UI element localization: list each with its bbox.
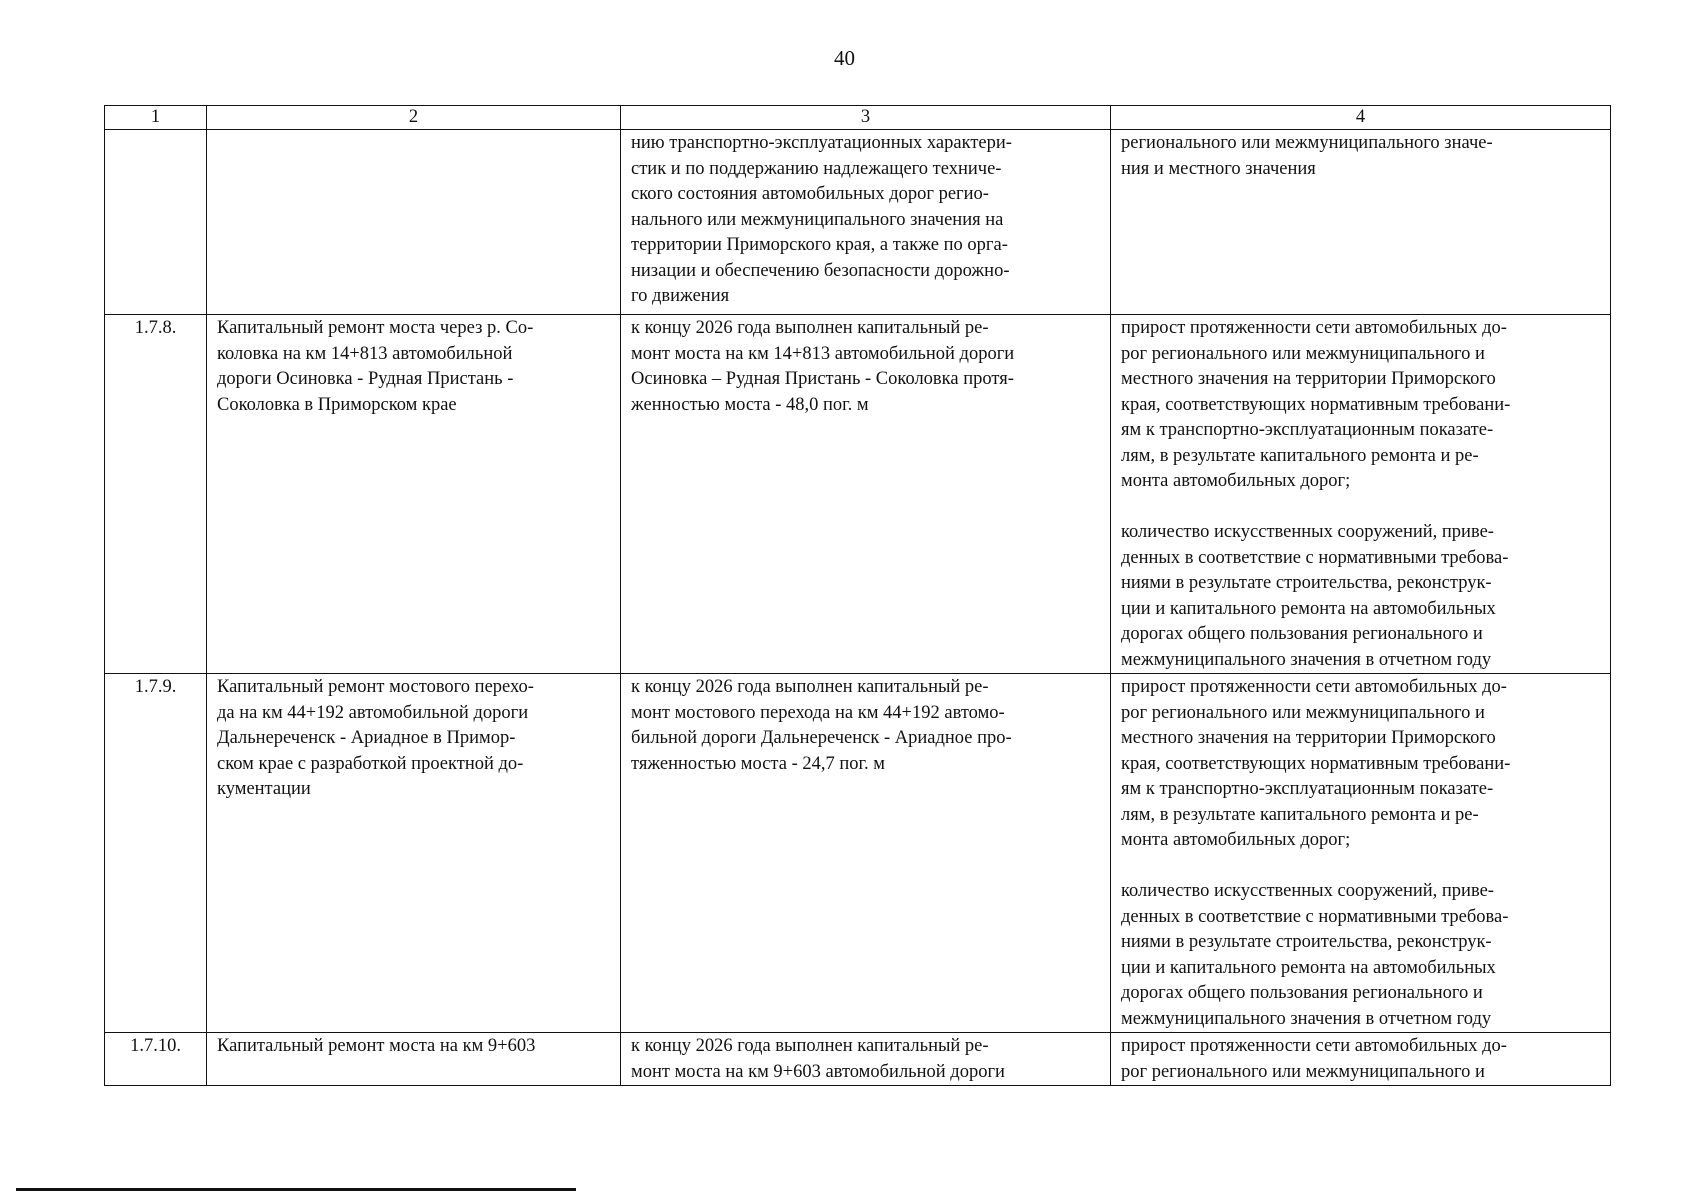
row-number: 1.7.8.	[105, 315, 207, 674]
indicators-cell	[1111, 674, 1611, 1033]
expected-result: нию транспортно-эксплуатационных характери- стик и по поддержанию надлежащего техниче- ского состояния автомобильных дорог регио- нального или межмуниципального значения на территории Приморского края, а также по орга- низации и обеспечению безопасности дорожно- го движения	[621, 130, 1111, 315]
indicators-cell	[1111, 130, 1611, 315]
row-number: 1.7.10.	[105, 1033, 207, 1086]
indicator-text: прирост протяженности сети автомобильных до- рог регионального или межмуниципального и местного значения на территории Приморского края, соответствующих нормативным требовани- ям к транспортно-эксплуатационным показате- лям, в результате капитального ремонта и ре- монта автомобильных дорог;	[1121, 318, 1511, 491]
indicators-cell	[1111, 315, 1611, 674]
measure-name: Капитальный ремонт моста через р. Со- коловка на км 14+813 автомобильной дороги Осиновка - Рудная Пристань - Соколовка в Приморском крае	[207, 315, 621, 674]
expected-result: к концу 2026 года выполнен капитальный ре- монт моста на км 14+813 автомобильной дороги Осиновка – Рудная Пристань - Соколовка протя- женностью моста - 48,0 пог. м	[621, 315, 1111, 674]
table-row	[105, 315, 1611, 674]
indicator-text: регионального или межмуниципального значе- ния и местного значения	[1121, 133, 1493, 179]
row-number: 1.7.9.	[105, 674, 207, 1033]
indicator-text: количество искусственных сооружений, приве- денных в соответствие с нормативными требова- ниями в результате строительства, реконструк- ции и капитального ремонта на автомобильных дорогах общего пользования регионального и межмуниципального значения в отчетном году	[1121, 522, 1509, 670]
indicator-text: прирост протяженности сети автомобильных до- рог регионального или межмуниципального и местного значения на территории Приморского края, соответствующих нормативным требовани- ям к транспортно-эксплуатационным показате- лям, в результате капитального ремонта и ре- монта автомобильных дорог;	[1121, 677, 1511, 850]
expected-result: к концу 2026 года выполнен капитальный ре- монт мостового перехода на км 44+192 автомо- бильной дороги Дальнереченск - Ариадное про- тяженностью моста - 24,7 пог. м	[621, 674, 1111, 1033]
row-number	[105, 130, 207, 315]
indicator-text: количество искусственных сооружений, приве- денных в соответствие с нормативными требова- ниями в результате строительства, реконструк- ции и капитального ремонта на автомобильных дорогах общего пользования регионального и межмуниципального значения в отчетном году	[1121, 881, 1509, 1029]
header-row	[105, 106, 1611, 130]
table-row	[105, 1033, 1611, 1086]
measure-name: Капитальный ремонт мостового перехо- да на км 44+192 автомобильной дороги Дальнереченск - Ариадное в Примор- ском крае с разработкой проектной до- кументации	[207, 674, 621, 1033]
table-row	[105, 130, 1611, 315]
measure-name	[207, 130, 621, 315]
header-col-3: 3	[621, 106, 1111, 130]
page-number: 40	[834, 46, 855, 70]
header-col-1: 1	[105, 106, 207, 130]
expected-result: к концу 2026 года выполнен капитальный ре- монт моста на км 9+603 автомобильной дороги	[621, 1033, 1111, 1086]
header-col-4: 4	[1111, 106, 1611, 130]
measures-table	[104, 105, 1611, 1086]
measure-name: Капитальный ремонт моста на км 9+603	[207, 1033, 621, 1086]
footnote-rule	[16, 1188, 576, 1191]
header-col-2: 2	[207, 106, 621, 130]
indicators-cell	[1111, 1033, 1611, 1086]
table-row	[105, 674, 1611, 1033]
indicator-text: прирост протяженности сети автомобильных до- рог регионального или межмуниципального и	[1121, 1036, 1507, 1082]
